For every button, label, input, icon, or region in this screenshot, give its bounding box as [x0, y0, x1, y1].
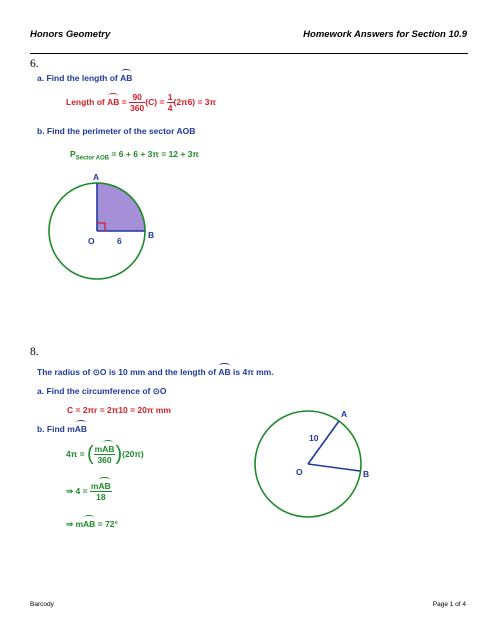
label-a: A: [93, 172, 100, 182]
problem-8a-prompt: a. Find the circumference of ⊙O: [37, 386, 167, 396]
footer-page-number: Page 1 of 4: [432, 601, 466, 608]
course-title: Honors Geometry: [30, 29, 111, 40]
problem-8-statement: The radius of ⊙O is 10 mm and the length of AB is 4π mm.: [37, 367, 274, 377]
document-title: Homework Answers for Section 10.9: [303, 29, 467, 40]
sector-aob-figure: [40, 168, 170, 318]
arc-length-equation: Length of AB = $\frac{90}{360}$ (C) = $\frac{1}{4}$ (2π6) = 3π: [66, 92, 217, 113]
label-o: O: [88, 236, 95, 246]
arc-measure-equation-2: ⇒ 4 = $\frac{\text{mAB}}{18}$: [66, 481, 111, 502]
label-radius: 10: [309, 433, 319, 443]
problem-6a-prompt: a. Find the length of AB: [37, 73, 133, 83]
circumference-equation: C = 2πr = 2π10 = 20π mm: [67, 405, 171, 415]
header-rule: [30, 53, 468, 54]
label-b: B: [148, 230, 155, 240]
circle-8-figure: [250, 400, 390, 520]
label-o: O: [296, 467, 303, 477]
problem-8b-prompt: b. Find mAB: [37, 424, 88, 434]
label-b: B: [363, 469, 370, 479]
radius-ob: [308, 464, 360, 471]
label-a: A: [341, 409, 348, 419]
problem-6b-prompt: b. Find the perimeter of the sector AOB: [37, 126, 196, 136]
label-radius: 6: [117, 236, 122, 246]
arc-measure-result: ⇒ mAB = 72°: [66, 519, 118, 529]
perimeter-equation: $P_{Sector AOB} = 6 + 6 + 3\pi = 12 + 3\pi$: [70, 149, 199, 162]
problem-6-number: 6.: [30, 58, 39, 70]
arc-measure-equation-1: 4π = ( $\frac{\text{mAB}}{360}$ )(20π): [66, 443, 144, 465]
problem-8-number: 8.: [30, 346, 39, 358]
footer-author: Barcody: [30, 601, 54, 608]
